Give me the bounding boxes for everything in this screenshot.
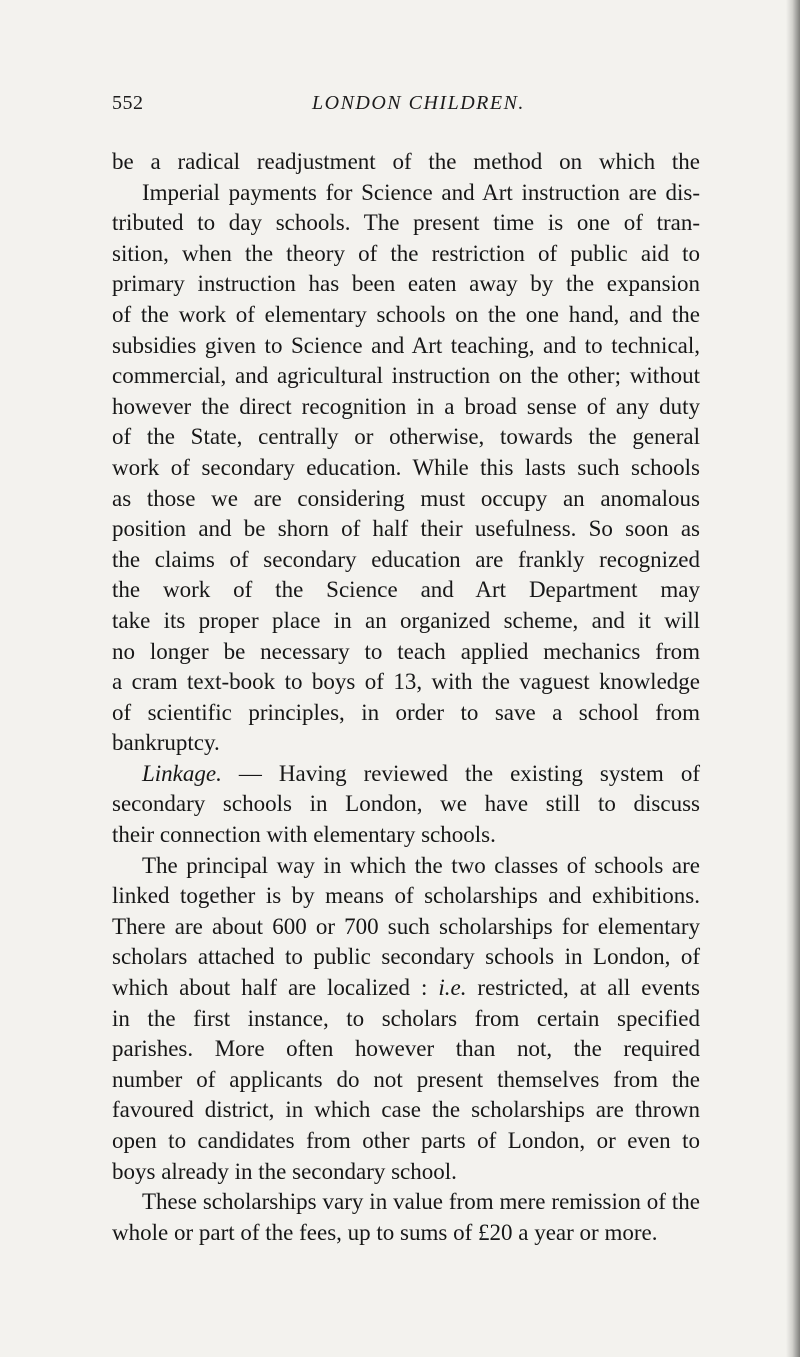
text-line: number of applicants do not present themselves from the [112,1066,700,1092]
text-line: These scholarships vary in value from mere remission of the [142,1189,700,1215]
text-line [112,973,700,1004]
linkage-heading: Linkage. [142,760,222,786]
text-line: no longer be necessary to teach applied mechanics from [112,638,700,664]
linkage-line [112,759,700,790]
text-line: the work of the Science and Art Department may [112,577,700,603]
text-line: parishes. More often however than not, the required [112,1036,700,1062]
text-line: secondary schools in London, we have still to discuss [112,791,700,817]
italic-abbreviation: i.e. [438,975,467,1001]
text-line: scholars attached to public secondary schools in London, of [112,944,700,970]
text-line: tributed to day schools. The present time is one of tran- [112,210,700,236]
text-line: work of secondary education. While this lasts such schools [112,454,700,480]
text-fragment: which about half are localized : [112,975,428,1001]
text-line: their connection with elementary schools. [112,822,496,848]
text-line: a cram text-book to boys of 13, with the vaguest knowledge [112,669,700,695]
text-line: however the direct recognition in a broad sense of any duty [112,393,700,419]
text-fragment: restricted, at all events [477,975,700,1001]
text-line: bankruptcy. [112,730,220,756]
text-line: commercial, and agricultural instruction on the other; without [112,363,700,389]
text-line: subsidies given to Science and Art teaching, and to technical, [112,332,700,358]
page-edge-shadow [786,0,800,1357]
body-text [112,147,700,1248]
text-line: primary instruction has been eaten away by the expansion [112,271,700,297]
running-head: LONDON CHILDREN. [312,92,525,114]
text-line: in the first instance, to scholars from certain specified [112,1005,700,1031]
text-line: be a radical readjustment of the method on which the [112,149,700,174]
linkage-text: — Having reviewed the existing system of [238,760,700,786]
text-line: There are about 600 or 700 such scholarships for elementary [112,913,700,939]
text-line: open to candidates from other parts of London, or even to [112,1128,700,1153]
text-line: as those we are considering must occupy an anomalous [112,485,700,511]
text-line: Imperial payments for Science and Art instruction are dis- [142,179,700,205]
text-line: of the State, centrally or otherwise, towards the general [112,424,700,450]
page-number: 552 [112,92,144,114]
text-line: favoured district, in which case the scholarships are thrown [112,1097,700,1123]
text-line: of the work of elementary schools on the one hand, and the [112,301,700,327]
text-line: linked together is by means of scholarships and exhibitions. [112,883,700,909]
text-line: the claims of secondary education are frankly recognized [112,546,700,572]
page-header [112,92,702,122]
text-line: of scientific principles, in order to save a school from [112,699,700,725]
text-line: position and be shorn of half their usefulness. So soon as [112,516,700,542]
text-line: take its proper place in an organized scheme, and it will [112,607,700,633]
text-line: The principal way in which the two classes of schools are [142,852,700,878]
text-line: boys already in the secondary school. [112,1158,457,1184]
text-line: sition, when the theory of the restriction of public aid to [112,240,700,266]
text-line: whole or part of the fees, up to sums of £20 a year or more. [112,1219,658,1245]
